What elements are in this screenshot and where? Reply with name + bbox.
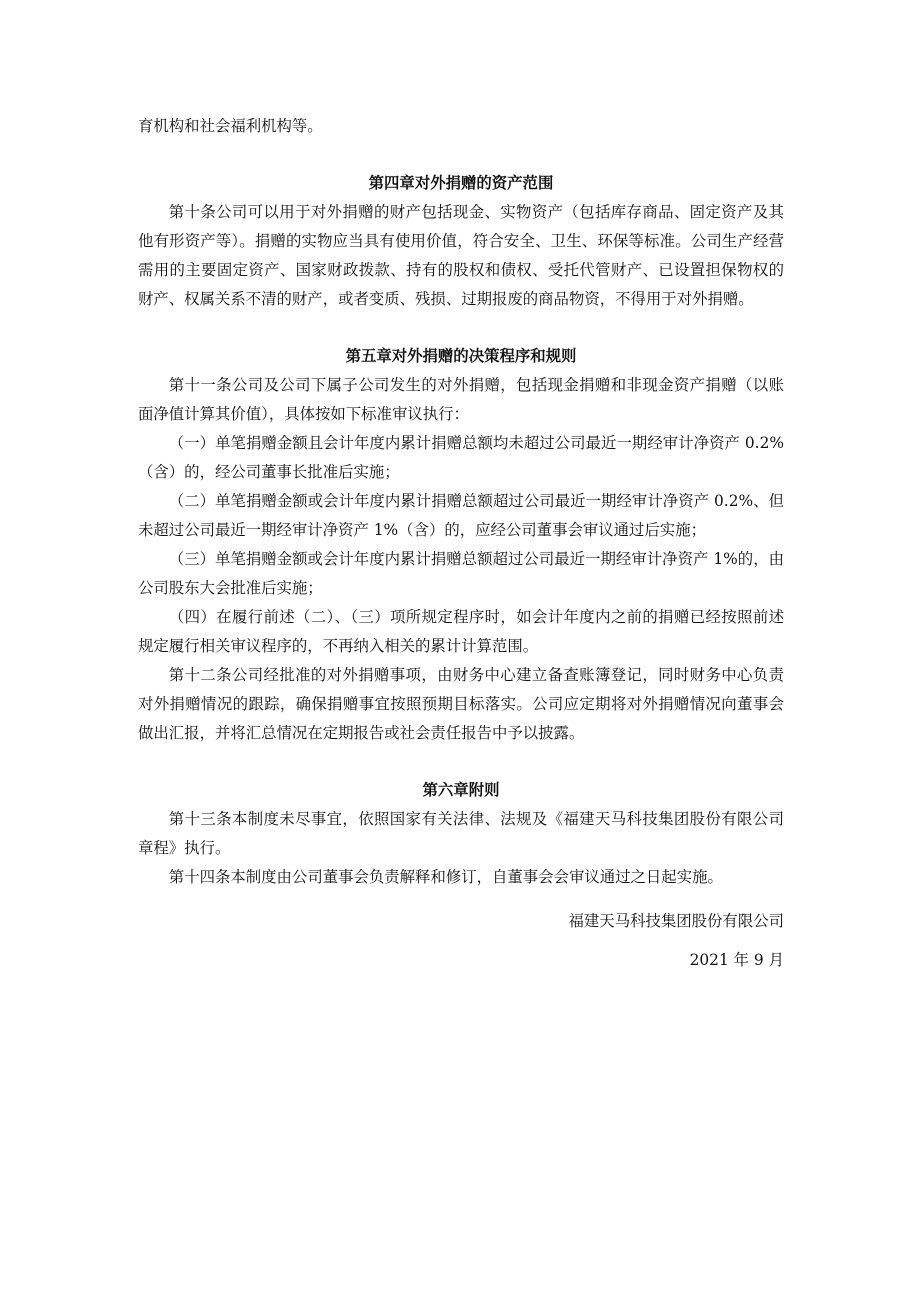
continuation-text: 育机构和社会福利机构等。: [138, 117, 323, 135]
article11-item2-text: （二）单笔捐赠金额或会计年度内累计捐赠总额超过公司最近一期经审计净资产 0.2%、但未超过公司最近一期经审计净资产 1%（含）的，应经公司董事会审议通过后实施；: [138, 492, 784, 539]
article10-text: 第十条公司可以用于对外捐赠的财产包括现金、实物资产（包括库存商品、固定资产及其他有形资产等）。捐赠的实物应当具有使用价值，符合安全、卫生、环保等标准。公司生产经营需用的主要固定资产、国家财政拨款、持有的股权和债权、受托代管财产、已设置担保物权的财产、权属关系不清的财产，或者变质、残损、过期报废的商品物资，不得用于对外捐赠。: [138, 203, 784, 308]
signature-date: 2021 年 9 月: [689, 951, 784, 969]
chapter5-heading: 第五章对外捐赠的决策程序和规则: [345, 347, 577, 365]
article11-item4-text: （四）在履行前述（二）、（三）项所规定程序时，如会计年度内之前的捐赠已经按照前述规定履行相关审议程序的，不再纳入相关的累计计算范围。: [138, 608, 784, 655]
article11-intro-text: 第十一条公司及公司下属子公司发生的对外捐赠，包括现金捐赠和非现金资产捐赠（以账面净值计算其价值），具体按如下标准审议执行：: [138, 376, 784, 423]
article12-text: 第十二条公司经批准的对外捐赠事项，由财务中心建立备查账簿登记，同时财务中心负责对外捐赠情况的跟踪，确保捐赠事宜按照预期目标落实。公司应定期将对外捐赠情况向董事会做出汇报，并将汇总情况在定期报告或社会责任报告中予以披露。: [138, 666, 784, 742]
document-body: [138, 112, 784, 975]
article11-item1-text: （一）单笔捐赠金额且会计年度内累计捐赠总额均未超过公司最近一期经审计净资产 0.2%（含）的，经公司董事长批准后实施；: [138, 434, 784, 481]
article11-item3-text: （三）单笔捐赠金额或会计年度内累计捐赠总额超过公司最近一期经审计净资产 1%的，由公司股东大会批准后实施；: [138, 550, 784, 597]
article14-text: 第十四条本制度由公司董事会负责解释和修订，自董事会会审议通过之日起实施。: [168, 868, 723, 886]
signature-company: 福建天马科技集团股份有限公司: [568, 912, 784, 930]
chapter4-heading: 第四章对外捐赠的资产范围: [368, 174, 554, 192]
chapter6-heading: 第六章附则: [422, 781, 500, 799]
article13-text: 第十三条本制度未尽事宜，依照国家有关法律、法规及《福建天马科技集团股份有限公司章程》执行。: [138, 810, 784, 857]
